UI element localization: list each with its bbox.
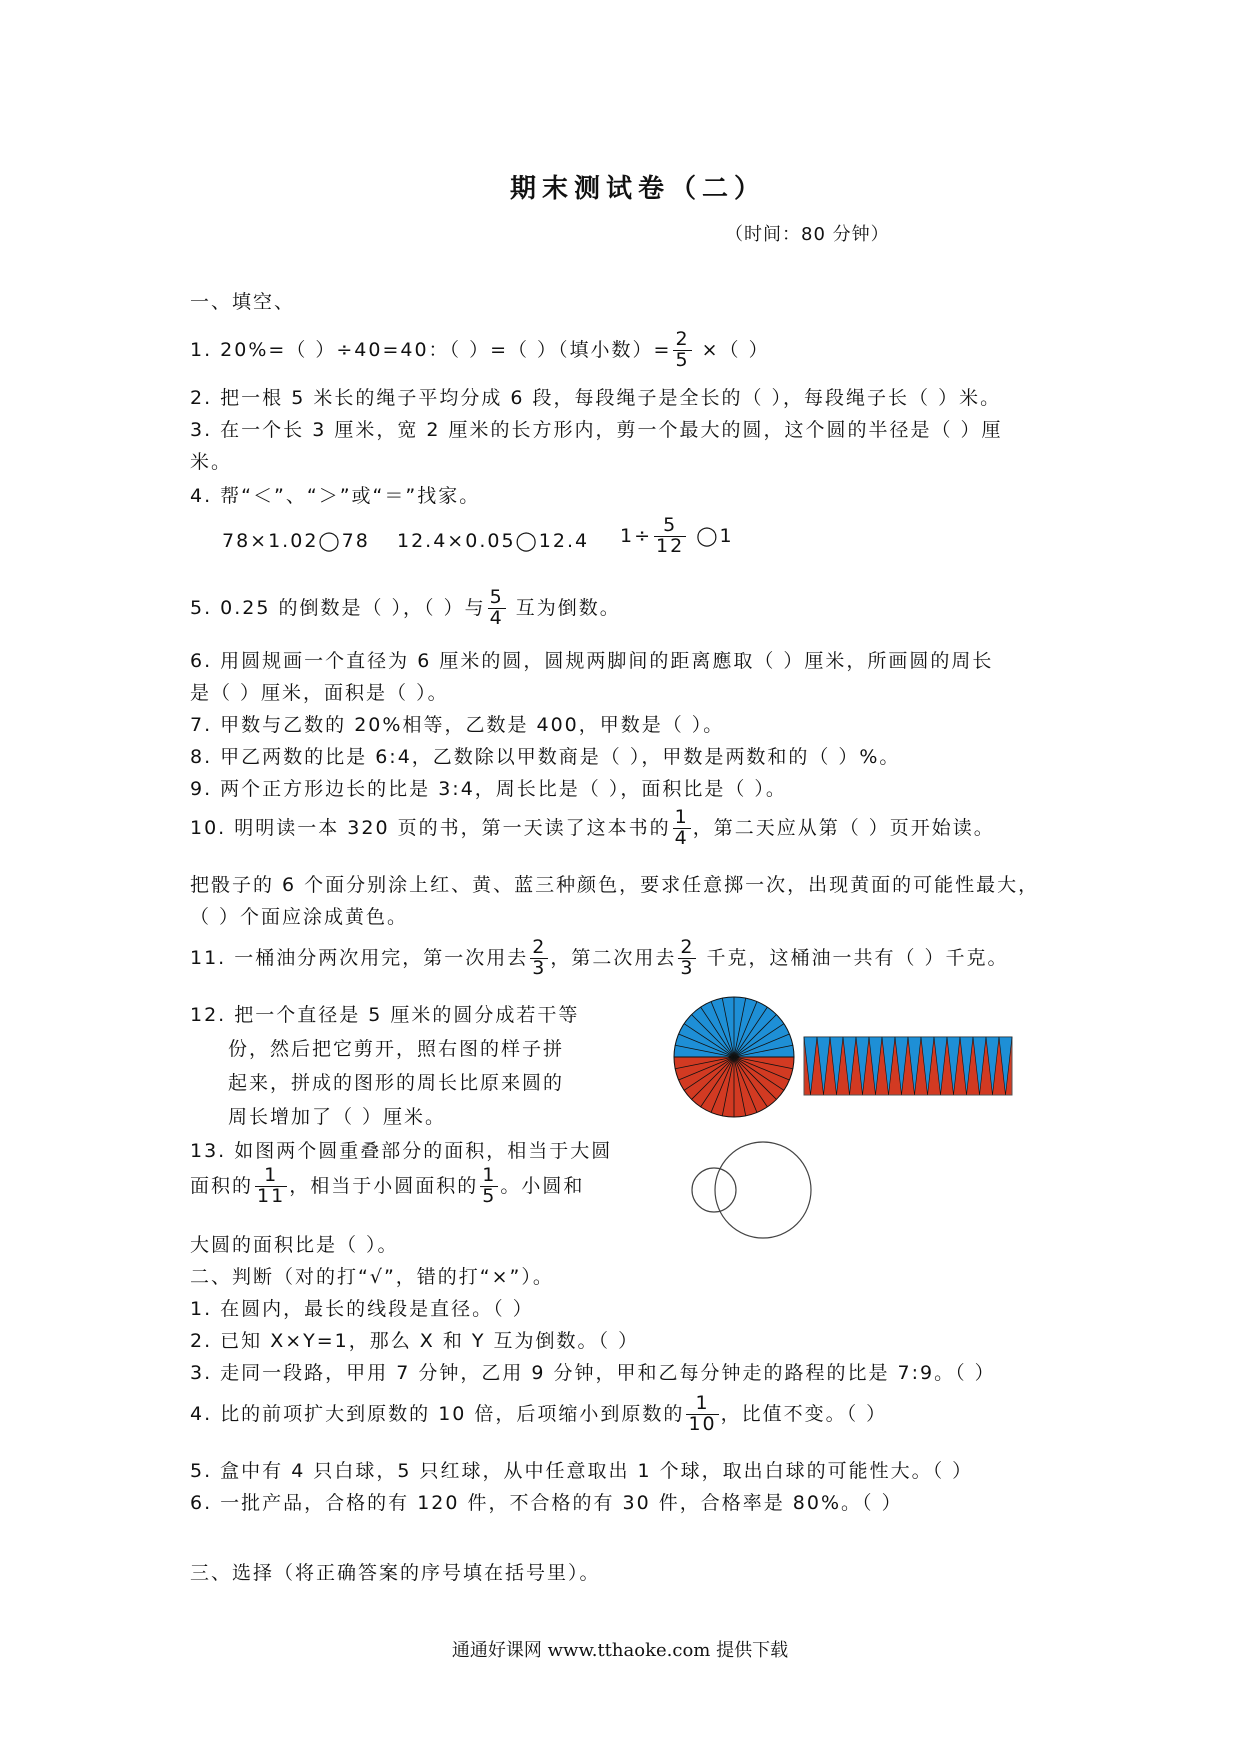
j4-text-a: 4. 比的前项扩大到原数的 10 倍，后项缩小到原数的 — [190, 1402, 685, 1425]
question-13-line2 — [190, 1166, 584, 1207]
q1-fraction — [673, 330, 691, 371]
overlapping-circles-figure — [690, 1140, 815, 1240]
judge-1: 1. 在圆内，最长的线段是直径。（ ） — [190, 1298, 534, 1320]
q13-fraction-2 — [480, 1166, 498, 1207]
time-limit: （时间：80 分钟） — [725, 224, 890, 245]
q5-numerator: 5 — [489, 586, 504, 608]
q11-denominator-1: 3 — [532, 956, 547, 979]
question-8: 8. 甲乙两数的比是 6:4，乙数除以甲数商是（ ），甲数是两数和的（ ）%。 — [190, 746, 901, 768]
question-7: 7. 甲数与乙数的 20%相等，乙数是 400，甲数是（ ）。 — [190, 714, 725, 736]
judge-3: 3. 走同一段路，甲用 7 分钟，乙用 9 分钟，甲和乙每分钟走的路程的比是 7:9。（ ） — [190, 1362, 996, 1384]
question-10 — [190, 808, 995, 849]
section2-heading: 二、判断（对的打“√”，错的打“×”）。 — [190, 1266, 554, 1288]
section3-heading: 三、选择（将正确答案的序号填在括号里）。 — [190, 1562, 601, 1584]
large-circle — [715, 1142, 811, 1238]
q1-text-b: ×（ ） — [693, 338, 770, 361]
q5-text-b: 互为倒数。 — [507, 596, 621, 619]
q10-text-b: ，第二天应从第（ ）页开始读。 — [692, 816, 995, 839]
q1-denominator: 5 — [675, 348, 690, 371]
question-3-line2: 米。 — [190, 451, 233, 473]
circle-rearrangement-figure — [672, 993, 1017, 1133]
question-1 — [190, 330, 770, 371]
section1-heading: 一、填空、 — [190, 291, 296, 313]
q13-denominator-1: 11 — [257, 1184, 286, 1207]
small-circle — [692, 1168, 736, 1212]
q11-denominator-2: 3 — [680, 956, 695, 979]
j4-fraction — [686, 1394, 718, 1435]
q1-text-a: 1. 20%=（ ）÷40=40：（ ）=（ ）（填小数）= — [190, 338, 672, 361]
q4c3-fraction — [654, 516, 686, 557]
question-12-line1: 12. 把一个直径是 5 厘米的圆分成若干等 — [190, 1004, 580, 1026]
q11-numerator-2: 2 — [680, 936, 695, 958]
question-5 — [190, 588, 621, 629]
q4-compare-2: 12.4×0.05◯12.4 — [397, 530, 590, 552]
q4c3-denominator: 12 — [656, 534, 685, 557]
judge-4 — [190, 1394, 887, 1435]
page-title: 期末测试卷（二） — [510, 174, 767, 204]
j4-numerator: 1 — [686, 1394, 718, 1415]
question-9: 9. 两个正方形边长的比是 3:4，周长比是（ ），面积比是（ ）。 — [190, 778, 787, 800]
divided-circle — [674, 997, 794, 1117]
q11-fraction-1 — [530, 938, 548, 979]
q4-compare-1: 78×1.02◯78 — [222, 530, 370, 552]
q4c3-text-a: 1÷ — [620, 524, 653, 547]
question-12-line2: 份，然后把它剪开，照右图的样子拼 — [228, 1038, 565, 1060]
q13-numerator-1: 1 — [255, 1166, 287, 1187]
rearranged-parallelogram — [804, 1037, 1012, 1095]
question-13-line3: 大圆的面积比是（ ）。 — [190, 1234, 399, 1256]
q11-numerator-1: 2 — [532, 936, 547, 958]
question-2: 2. 把一根 5 米长的绳子平均分成 6 段，每段绳子是全长的（ ），每段绳子长（ ）米。 — [190, 387, 1002, 409]
q13-text-b: ，相当于小圆面积的 — [289, 1174, 479, 1197]
q4c3-text-b: ◯1 — [688, 524, 734, 547]
q13-text-c: 。小圆和 — [500, 1174, 585, 1197]
q13-denominator-2: 5 — [482, 1184, 497, 1207]
q13-fraction-1 — [255, 1166, 287, 1207]
question-6-line1: 6. 用圆规画一个直径为 6 厘米的圆，圆规两脚间的距离應取（ ）厘米，所画圆的周长 — [190, 650, 994, 672]
question-11 — [190, 938, 1009, 979]
q5-denominator: 4 — [489, 606, 504, 629]
q11-text-a: 11. 一桶油分两次用完，第一次用去 — [190, 946, 529, 969]
j4-text-b: ，比值不变。（ ） — [720, 1402, 888, 1425]
q11-text-b: ，第二次用去 — [550, 946, 677, 969]
q10-denominator: 4 — [674, 826, 689, 849]
judge-5: 5. 盒中有 4 只白球，5 只红球，从中任意取出 1 个球，取出白球的可能性大。（ ） — [190, 1460, 974, 1482]
footer-credit: 通通好课网 www.tthaoke.com 提供下载 — [451, 1640, 789, 1661]
q5-fraction — [488, 588, 506, 629]
q4-compare-3 — [620, 516, 734, 557]
q11-fraction-2 — [678, 938, 696, 979]
judge-2: 2. 已知 X×Y=1，那么 X 和 Y 互为倒数。（ ） — [190, 1330, 640, 1352]
q10-text-a: 10. 明明读一本 320 页的书，第一天读了这本书的 — [190, 816, 671, 839]
dice-question-line2: （ ）个面应涂成黄色。 — [190, 906, 409, 928]
question-6-line2: 是（ ）厘米，面积是（ ）。 — [190, 682, 449, 704]
q5-text-a: 5. 0.25 的倒数是（ ），（ ）与 — [190, 596, 486, 619]
question-12-line3: 起来，拼成的图形的周长比原来圆的 — [228, 1072, 565, 1094]
q13-numerator-2: 1 — [482, 1164, 497, 1186]
j4-denominator: 10 — [688, 1412, 717, 1435]
question-4: 4. 帮“＜”、“＞”或“＝”找家。 — [190, 485, 481, 507]
question-12-line4: 周长增加了（ ）厘米。 — [228, 1106, 447, 1128]
q10-fraction — [673, 808, 691, 849]
q4c3-numerator: 5 — [654, 516, 686, 537]
question-3-line1: 3. 在一个长 3 厘米，宽 2 厘米的长方形内，剪一个最大的圆，这个圆的半径是（ ）厘 — [190, 419, 1003, 441]
dice-question-line1: 把骰子的 6 个面分别涂上红、黄、蓝三种颜色，要求任意掷一次，出现黄面的可能性最大， — [190, 874, 1040, 896]
q10-numerator: 1 — [674, 806, 689, 828]
q13-text-a: 面积的 — [190, 1174, 254, 1197]
q1-numerator: 2 — [675, 328, 690, 350]
question-13-line1: 13. 如图两个圆重叠部分的面积，相当于大圆 — [190, 1140, 613, 1162]
q11-text-c: 千克，这桶油一共有（ ）千克。 — [698, 946, 1009, 969]
judge-6: 6. 一批产品，合格的有 120 件，不合格的有 30 件，合格率是 80%。（ ） — [190, 1492, 903, 1514]
